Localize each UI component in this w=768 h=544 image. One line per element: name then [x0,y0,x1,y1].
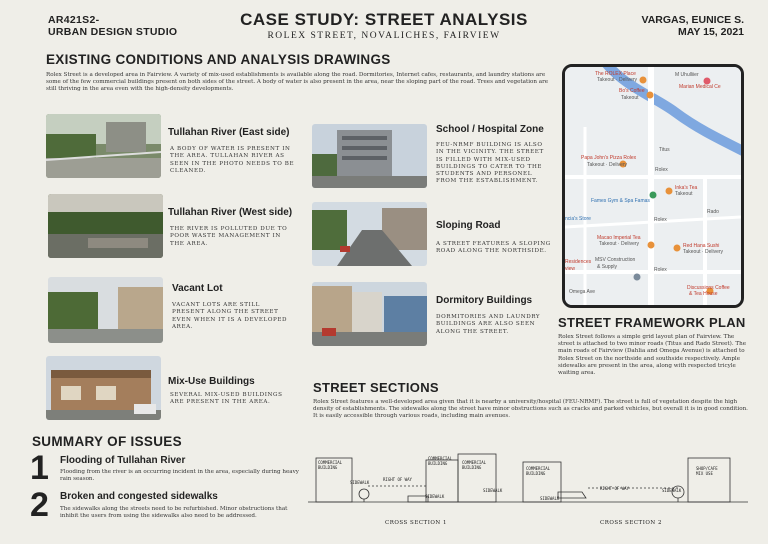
photo-sloping-road [312,202,427,266]
studio-name: URBAN DESIGN STUDIO [48,26,178,38]
issue-title: Broken and congested sidewalks [60,491,218,502]
sketch-label: COMMERCIAL BUILDING [462,460,487,470]
map-label: Omega Ave [569,289,596,295]
sketch-label: SHOP/CAFE MIX USE [696,466,718,476]
map-label: Takeout · Delivery [587,162,628,168]
sketch-label: COMMERCIAL BUILDING [318,460,343,470]
map-label: Takeout · Delivery [597,77,638,83]
sketch-label: SIDEWALK [425,494,445,499]
map-label: Takeout · Delivery [599,241,640,247]
map-label: Papa John's Pizza Rolex [581,155,637,161]
photo-tullahan-west [48,194,163,258]
sketch-label: SIDEWALK [350,480,370,485]
cross-section-2-label: CROSS SECTION 2 [600,520,662,526]
map-label: Inka's Tea [675,185,698,191]
date: MAY 15, 2021 [678,26,744,38]
map-label: MSV Construction [595,257,636,263]
map-label: & Supply [597,264,618,270]
item-desc-school-hospital: FEU-NRMF BUILDING IS ALSO IN THE VICINITY. THE STREET IS FILLED WITH MIX-USED BUILDINGS TO CATER TO THE STUDENTS AND PERSONEL FROM THE ESTABLISHMENT. [436,142,544,185]
cross-section-sketch [308,448,748,520]
map-label: The ROLEX Place [595,71,636,77]
item-desc-tullahan-west: THE RIVER IS POLLUTED DUE TO POOR WASTE MANAGEMENT IN THE AREA. [170,226,288,247]
sketch-label: COMMERCIAL BUILDING [526,466,551,476]
issue-number: 1 [30,449,49,487]
photo-vacant-lot [48,277,163,343]
issue-desc: The sidewalks along the streets need to be refurbished. Minor obstructions that inhibit the users from using the sidewalks also need to be addressed. [60,506,288,520]
author-name: VARGAS, EUNICE S. [641,14,744,26]
issue-title: Flooding of Tullahan River [60,455,186,466]
item-title-tullahan-east: Tullahan River (East side) [168,127,290,138]
map-label: Takeout · Delivery [683,249,724,255]
sketch-label: RIGHT OF WAY [600,486,629,491]
page-title: CASE STUDY: STREET ANALYSIS [240,10,528,29]
map-label: Macao Imperial Tea [597,235,641,241]
map-label: Red Hana Sushi [683,243,720,249]
map-label: Rolex [655,167,668,173]
map-label: view [565,266,576,272]
item-title-tullahan-west: Tullahan River (West side) [168,207,293,218]
issue-desc: Flooding from the river is an occurring incident in the area, especially during heavy rain season. [60,469,299,483]
map-label: Fames Gym & Spa Famas [591,198,650,204]
map-label: Takeout [675,191,693,197]
sketch-label: SIDEWALK [540,496,560,501]
item-desc-sloping-road: A STREET FEATURES A SLOPING ROAD ALONG THE NORTHSIDE. [436,241,551,255]
item-desc-tullahan-east: A BODY OF WATER IS PRESENT IN THE AREA. TULLAHAN RIVER AS SEEN IN THE PHOTO NEEDS TO BE CLEANED. [170,146,295,174]
map-label: & Tea House [689,291,718,297]
existing-intro: Rolex Street is a developed area in Fairview. A variety of mix-used establishments is available along the road. Dormitories, Internet cafes, restaurants, and laundry stations are some of the few commercial buildings present on both sides of the street. A body of water is also present in the area, near the sloping part of the road. Trees and vegetation are still thriving in the area even with the high-density developments. [46,72,549,93]
summary-heading: SUMMARY OF ISSUES [32,434,182,449]
photo-school-hospital [312,124,427,188]
item-desc-vacant-lot: VACANT LOTS ARE STILL PRESENT ALONG THE STREET EVEN WHEN IT IS A DEVELOPED AREA. [172,302,288,330]
map-label: ncia's Store [565,216,591,222]
sections-text: Rolex Street features a well-developed area given that it is nearby a university/hospital (FEU-NRMF). The street is full of vegetation despite the high density of establishments. The sidewalks along the street have minor obstructions such as cracks and parked vehicles, but overall it is in good condition. It is easily accessible through various roads, including main avenues. [313,399,748,420]
item-title-sloping-road: Sloping Road [436,220,501,231]
framework-heading: STREET FRAMEWORK PLAN [558,315,746,330]
author-info [642,14,745,38]
map-label: Marian Medical Ce [679,84,721,90]
sketch-label: RIGHT OF WAY [383,477,412,482]
item-desc-mix-use: SEVERAL MIX-USED BUILDINGS ARE PRESENT IN THE AREA. [170,392,283,406]
map-label: Rolex [654,217,667,223]
item-title-mix-use: Mix-Use Buildings [168,376,255,387]
framework-text: Rolex Street follows a simple grid layout plan of Fairview. The street is attached to two minor roads (Titus and Rado Street). The main roads of Fairview (Dahlia and Omega Avenue) is attached to Rolex Street on the northside and southside respectively. Ample sidewalks are present in the area, along with respected tricyle waiting area. [558,334,747,377]
course-code: AR421S2- [48,14,100,26]
map-label: Titus [659,147,670,153]
page-subtitle: ROLEX STREET, NOVALICHES, FAIRVIEW [267,31,501,41]
sketch-label: COMMERCIAL BUILDING [428,456,453,466]
item-title-dormitory: Dormitory Buildings [436,295,533,306]
existing-heading: EXISTING CONDITIONS AND ANALYSIS DRAWINGS [46,52,391,67]
issue-number: 2 [30,486,49,524]
photo-dormitory [312,282,427,346]
map-label: Discussions Coffee [687,285,730,291]
map-label: Rado [707,209,719,215]
photo-tullahan-east [46,114,161,178]
street-map[interactable] [562,64,744,308]
photo-mix-use [46,356,161,420]
item-title-school-hospital: School / Hospital Zone [436,124,544,135]
item-desc-dormitory: DORMITORIES AND LAUNDRY BUILDINGS ARE ALSO SEEN ALONG THE STREET. [436,314,541,335]
map-label: Bo's Coffee [619,88,645,94]
map-label: Rolex [654,267,667,273]
sections-heading: STREET SECTIONS [313,380,439,395]
sketch-label: SIDEWALK [483,488,503,493]
map-label: M Uhulliier [675,72,699,78]
cross-section-1-label: CROSS SECTION 1 [385,520,447,526]
map-label: Takeout [621,95,639,101]
map-label: Residences [565,259,592,265]
sketch-label: SIDEWALK [662,488,682,493]
item-title-vacant-lot: Vacant Lot [172,283,223,294]
